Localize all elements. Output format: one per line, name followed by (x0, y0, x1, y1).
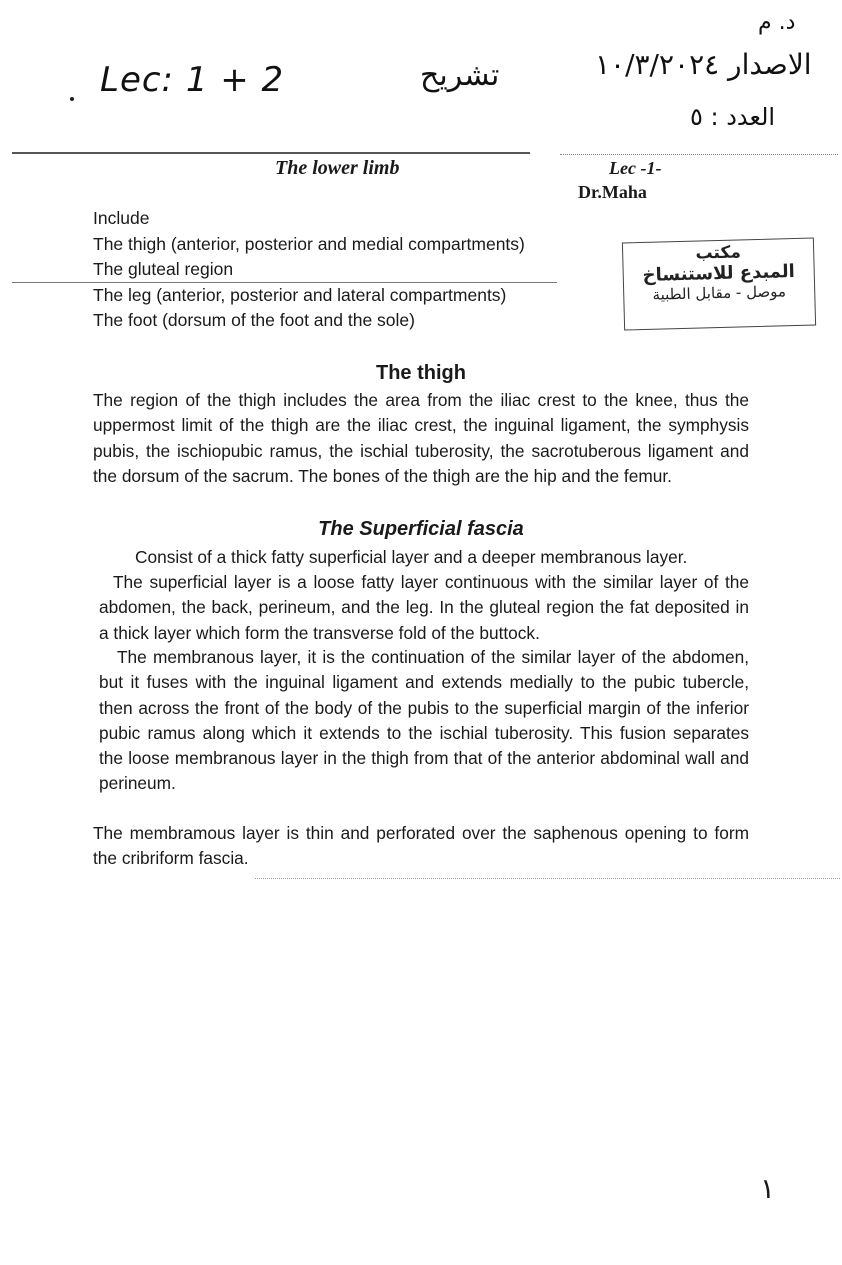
cribriform-paragraph: The membramous layer is thin and perforated over the saphenous opening to form the cribriform fascia. (93, 823, 749, 869)
contents-list (93, 206, 525, 334)
list-item: The foot (dorsum of the foot and the sole) (93, 310, 415, 330)
membranous-layer-paragraph: The membranous layer, it is the continuation of the similar layer of the abdomen, but it fuses with the inguinal ligament and extends medially to the pubic tubercle, then across the front of the body of the pubis to the superficial margin of the inferior pubic ramus along which it extends to the ischial tuberosity. This fusion separates the loose membranous layer in the thigh from that of the anterior abdominal wall and perineum. (99, 647, 749, 794)
stamp-line-2: المبدع للاستنساخ (642, 261, 796, 286)
page-title: The lower limb (275, 157, 400, 179)
section-heading-thigh: The thigh (376, 362, 466, 384)
stray-dot (70, 97, 74, 101)
handwritten-count: العدد : ٥ (690, 103, 776, 131)
header-rule-dotted (560, 154, 838, 155)
list-item: The gluteal region (93, 259, 234, 279)
handwritten-subject: تشريح (420, 58, 500, 93)
handwritten-initials: د. م (758, 10, 796, 35)
page-number: ١ (760, 1172, 776, 1205)
header-rule (12, 152, 530, 154)
stamp-line-1: مكتب (695, 242, 742, 264)
copy-shop-stamp (622, 238, 816, 331)
list-rule (12, 282, 557, 283)
superficial-layer-paragraph: The superficial layer is a loose fatty layer continuous with the similar layer of the abdomen, the back, perineum, and the leg. In the gluteal region the fat deposited in a thick layer which form the transverse fold of the buttock. (99, 572, 749, 643)
list-item: The thigh (anterior, posterior and medial compartments) (93, 233, 525, 254)
stamp-line-3: موصل - مقابل الطبية (652, 282, 787, 304)
list-item: Include (93, 208, 150, 228)
handwritten-lecture-note: Lec: 1 + 2 (100, 60, 285, 100)
handwritten-date: الاصدار ١٠/٣/٢٠٢٤ (595, 48, 812, 81)
bottom-rule-dotted (255, 878, 840, 879)
doctor-name: Dr.Maha (578, 182, 647, 202)
fascia-intro-paragraph: Consist of a thick fatty superficial layer and a deeper membranous layer. (135, 547, 688, 567)
section-heading-superficial-fascia: The Superficial fascia (318, 518, 524, 540)
thigh-paragraph: The region of the thigh includes the area from the iliac crest to the knee, thus the uppermost limit of the thigh are the iliac crest, the inguinal ligament, the symphysis pubis, the ischiopubic ramus, the ischial tuberosity, the sacrotuberous ligament and the dorsum of the sacrum. The bones of the thigh are the hip and the femur. (93, 390, 749, 486)
lecture-number: Lec -1- (609, 158, 662, 178)
list-item: The leg (anterior, posterior and lateral compartments) (93, 284, 507, 305)
